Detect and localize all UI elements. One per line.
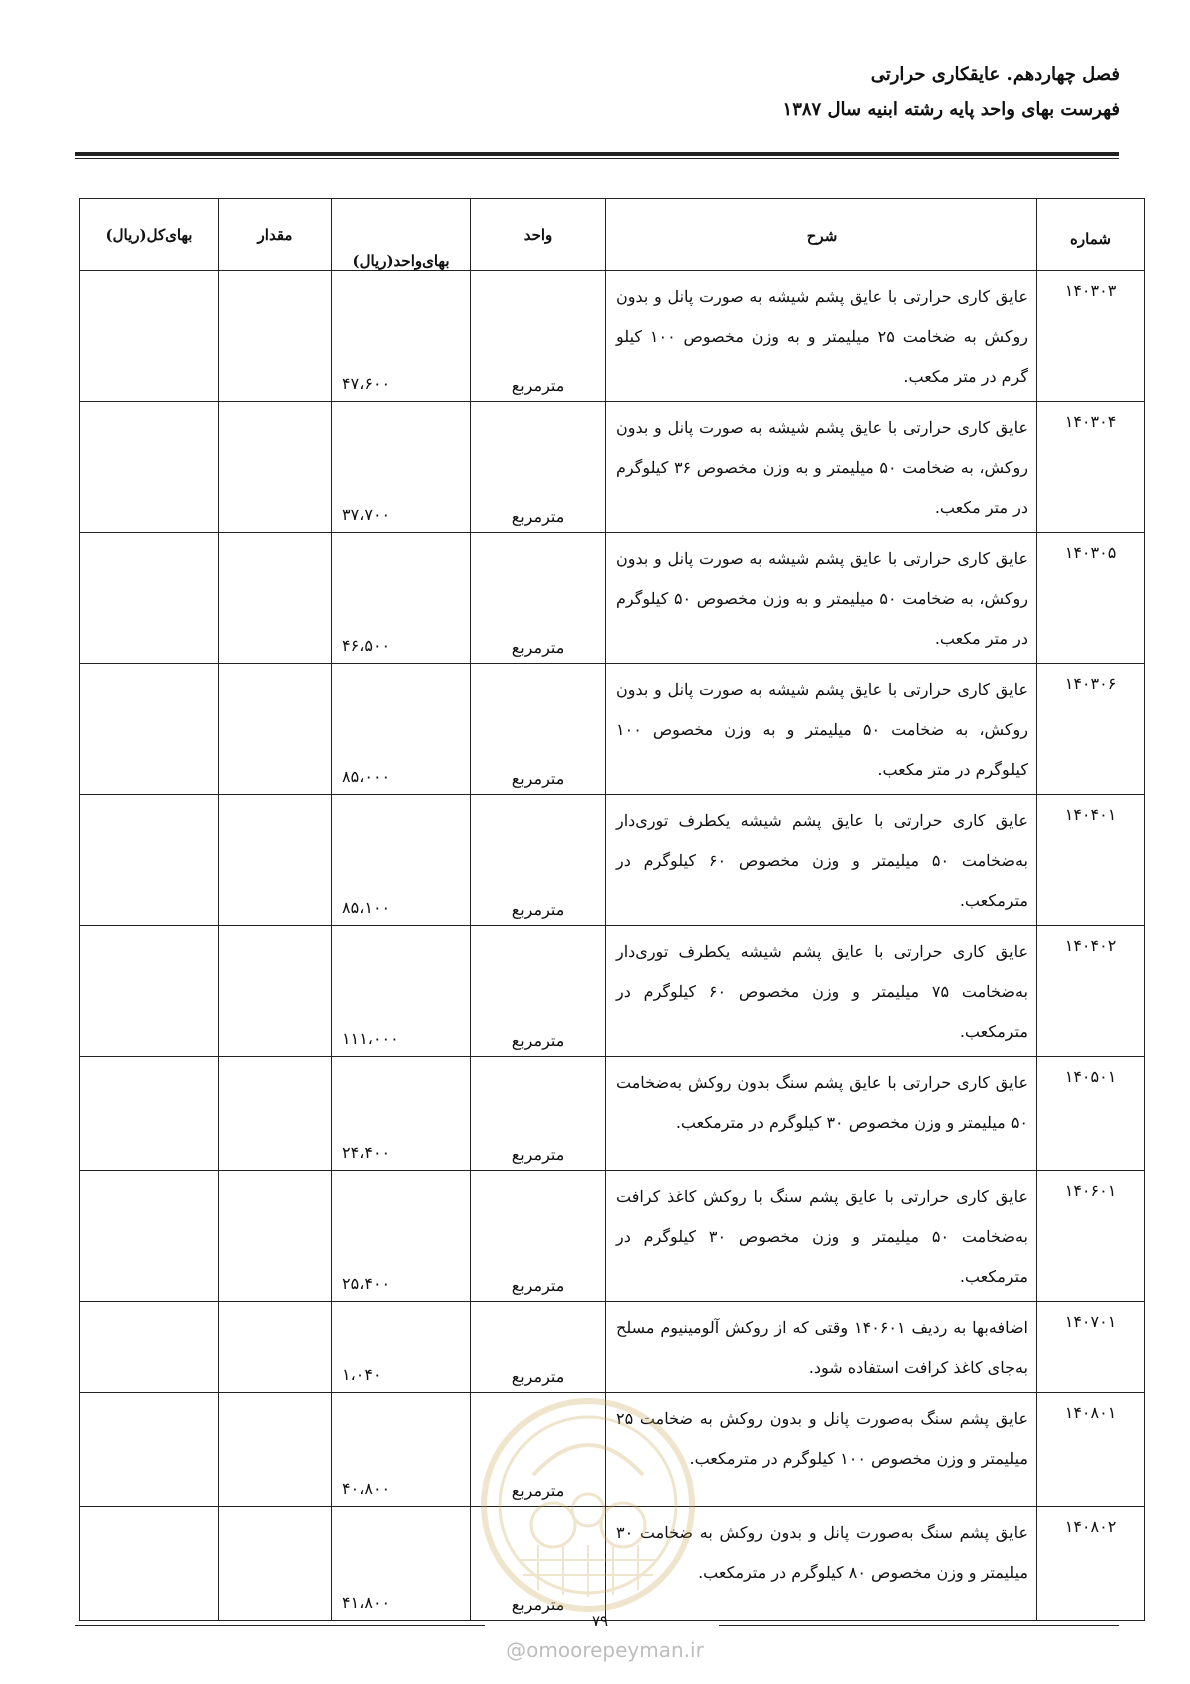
item-description: عایق کاری حرارتی با عایق پشم سنگ با روکش کاغذ کرافت به‌ضخامت ۵۰ میلیمتر و وزن مخصوص ۳۰ کیلوگرم در مترمکعب. <box>606 1171 1037 1302</box>
header-divider-thick <box>75 152 1119 156</box>
item-total-price <box>80 795 219 926</box>
table-row <box>80 926 1145 1057</box>
item-code: ۱۴۰۸۰۲ <box>1037 1507 1145 1621</box>
item-unit: مترمربع <box>471 664 606 795</box>
item-code: ۱۴۰۳۰۶ <box>1037 664 1145 795</box>
item-quantity <box>219 664 332 795</box>
chapter-title: فصل چهاردهم. عایقکاری حرارتی <box>870 64 1120 85</box>
header-divider-thin <box>75 158 1119 159</box>
item-code: ۱۴۰۳۰۴ <box>1037 402 1145 533</box>
item-unit-price: ۸۵،۱۰۰ <box>332 795 471 926</box>
item-total-price <box>80 402 219 533</box>
item-description: عایق کاری حرارتی با عایق پشم شیشه به صورت پانل و بدون روکش، به ضخامت ۵۰ میلیمتر و به وزن مخصوص ۱۰۰ کیلوگرم در متر مکعب. <box>606 664 1037 795</box>
item-code: ۱۴۰۳۰۳ <box>1037 271 1145 402</box>
item-description: اضافه‌بها به ردیف ۱۴۰۶۰۱ وقتی که از روکش آلومینیوم مسلح به‌جای کاغذ کرافت استفاده شود. <box>606 1302 1037 1393</box>
item-unit-price: ۲۴،۴۰۰ <box>332 1057 471 1171</box>
item-code: ۱۴۰۶۰۱ <box>1037 1171 1145 1302</box>
col-header-code: شماره <box>1037 199 1145 271</box>
item-code: ۱۴۰۴۰۱ <box>1037 795 1145 926</box>
item-unit: مترمربع <box>471 1171 606 1302</box>
item-unit: مترمربع <box>471 402 606 533</box>
table-row <box>80 1393 1145 1507</box>
item-code: ۱۴۰۴۰۲ <box>1037 926 1145 1057</box>
item-unit: مترمربع <box>471 1393 606 1507</box>
item-unit-price: ۴۶،۵۰۰ <box>332 533 471 664</box>
item-quantity <box>219 1393 332 1507</box>
item-total-price <box>80 1171 219 1302</box>
site-watermark-text: @omoorepeyman.ir <box>506 1638 704 1662</box>
item-unit-price: ۴۷،۶۰۰ <box>332 271 471 402</box>
item-description: عایق کاری حرارتی با عایق پشم شیشه به صورت پانل و بدون روکش، به ضخامت ۵۰ میلیمتر و به وزن مخصوص ۳۶ کیلوگرم در متر مکعب. <box>606 402 1037 533</box>
col-header-price: بهای‌واحد(ریال) <box>332 199 471 271</box>
table-row <box>80 664 1145 795</box>
price-list-table <box>79 198 1145 1621</box>
item-code: ۱۴۰۸۰۱ <box>1037 1393 1145 1507</box>
col-header-desc: شرح <box>606 199 1037 271</box>
item-code: ۱۴۰۵۰۱ <box>1037 1057 1145 1171</box>
item-code: ۱۴۰۳۰۵ <box>1037 533 1145 664</box>
table-row <box>80 402 1145 533</box>
table-row <box>80 1057 1145 1171</box>
item-quantity <box>219 1302 332 1393</box>
table-row <box>80 533 1145 664</box>
item-quantity <box>219 533 332 664</box>
item-quantity <box>219 271 332 402</box>
item-unit-price: ۳۷،۷۰۰ <box>332 402 471 533</box>
item-total-price <box>80 1057 219 1171</box>
item-quantity <box>219 402 332 533</box>
item-total-price <box>80 533 219 664</box>
item-description: عایق پشم سنگ به‌صورت پانل و بدون روکش به ضخامت ۲۵ میلیمتر و وزن مخصوص ۱۰۰ کیلوگرم در مترمکعب. <box>606 1393 1037 1507</box>
footer-line-right <box>719 1625 1119 1626</box>
item-unit: مترمربع <box>471 1507 606 1621</box>
item-description: عایق کاری حرارتی با عایق پشم شیشه به صورت پانل و بدون روکش به ضخامت ۲۵ میلیمتر و به وزن مخصوص ۱۰۰ کیلو گرم در متر مکعب. <box>606 271 1037 402</box>
item-quantity <box>219 1057 332 1171</box>
item-quantity <box>219 926 332 1057</box>
item-description: عایق کاری حرارتی با عایق پشم شیشه یکطرف توری‌دار به‌ضخامت ۵۰ میلیمتر و وزن مخصوص ۶۰ کیلوگرم در مترمکعب. <box>606 795 1037 926</box>
item-total-price <box>80 926 219 1057</box>
item-description: عایق کاری حرارتی با عایق پشم شیشه یکطرف توری‌دار به‌ضخامت ۷۵ میلیمتر و وزن مخصوص ۶۰ کیلوگرم در مترمکعب. <box>606 926 1037 1057</box>
item-total-price <box>80 271 219 402</box>
page-number: ۷۹ <box>591 1612 609 1630</box>
table-header-row <box>80 199 1145 271</box>
item-unit-price: ۸۵،۰۰۰ <box>332 664 471 795</box>
document-subtitle: فهرست بهای واحد پایه رشته ابنیه سال ۱۳۸۷ <box>782 99 1120 120</box>
item-unit-price: ۴۱،۸۰۰ <box>332 1507 471 1621</box>
item-unit-price: ۱،۰۴۰ <box>332 1302 471 1393</box>
item-unit-price: ۴۰،۸۰۰ <box>332 1393 471 1507</box>
table-row <box>80 795 1145 926</box>
table-row <box>80 271 1145 402</box>
col-header-qty: مقدار <box>219 199 332 271</box>
item-unit: مترمربع <box>471 533 606 664</box>
item-total-price <box>80 1302 219 1393</box>
footer-line-left <box>75 1625 485 1626</box>
table-row <box>80 1507 1145 1621</box>
item-unit: مترمربع <box>471 1302 606 1393</box>
item-unit: مترمربع <box>471 271 606 402</box>
item-quantity <box>219 1171 332 1302</box>
item-total-price <box>80 1393 219 1507</box>
col-header-unit: واحد <box>471 199 606 271</box>
item-description: عایق پشم سنگ به‌صورت پانل و بدون روکش به ضخامت ۳۰ میلیمتر و وزن مخصوص ۸۰ کیلوگرم در مترمکعب. <box>606 1507 1037 1621</box>
item-unit: مترمربع <box>471 795 606 926</box>
item-unit: مترمربع <box>471 926 606 1057</box>
col-header-total: بهای‌کل(ریال) <box>80 199 219 271</box>
table-row <box>80 1302 1145 1393</box>
table-row <box>80 1171 1145 1302</box>
page-header <box>70 60 1120 120</box>
item-code: ۱۴۰۷۰۱ <box>1037 1302 1145 1393</box>
item-total-price <box>80 1507 219 1621</box>
item-unit-price: ۲۵،۴۰۰ <box>332 1171 471 1302</box>
item-unit-price: ۱۱۱،۰۰۰ <box>332 926 471 1057</box>
item-unit: مترمربع <box>471 1057 606 1171</box>
item-quantity <box>219 1507 332 1621</box>
item-total-price <box>80 664 219 795</box>
item-quantity <box>219 795 332 926</box>
item-description: عایق کاری حرارتی با عایق پشم شیشه به صورت پانل و بدون روکش، به ضخامت ۵۰ میلیمتر و به وزن مخصوص ۵۰ کیلوگرم در متر مکعب. <box>606 533 1037 664</box>
item-description: عایق کاری حرارتی با عایق پشم سنگ بدون روکش به‌ضخامت ۵۰ میلیمتر و وزن مخصوص ۳۰ کیلوگرم در مترمکعب. <box>606 1057 1037 1171</box>
